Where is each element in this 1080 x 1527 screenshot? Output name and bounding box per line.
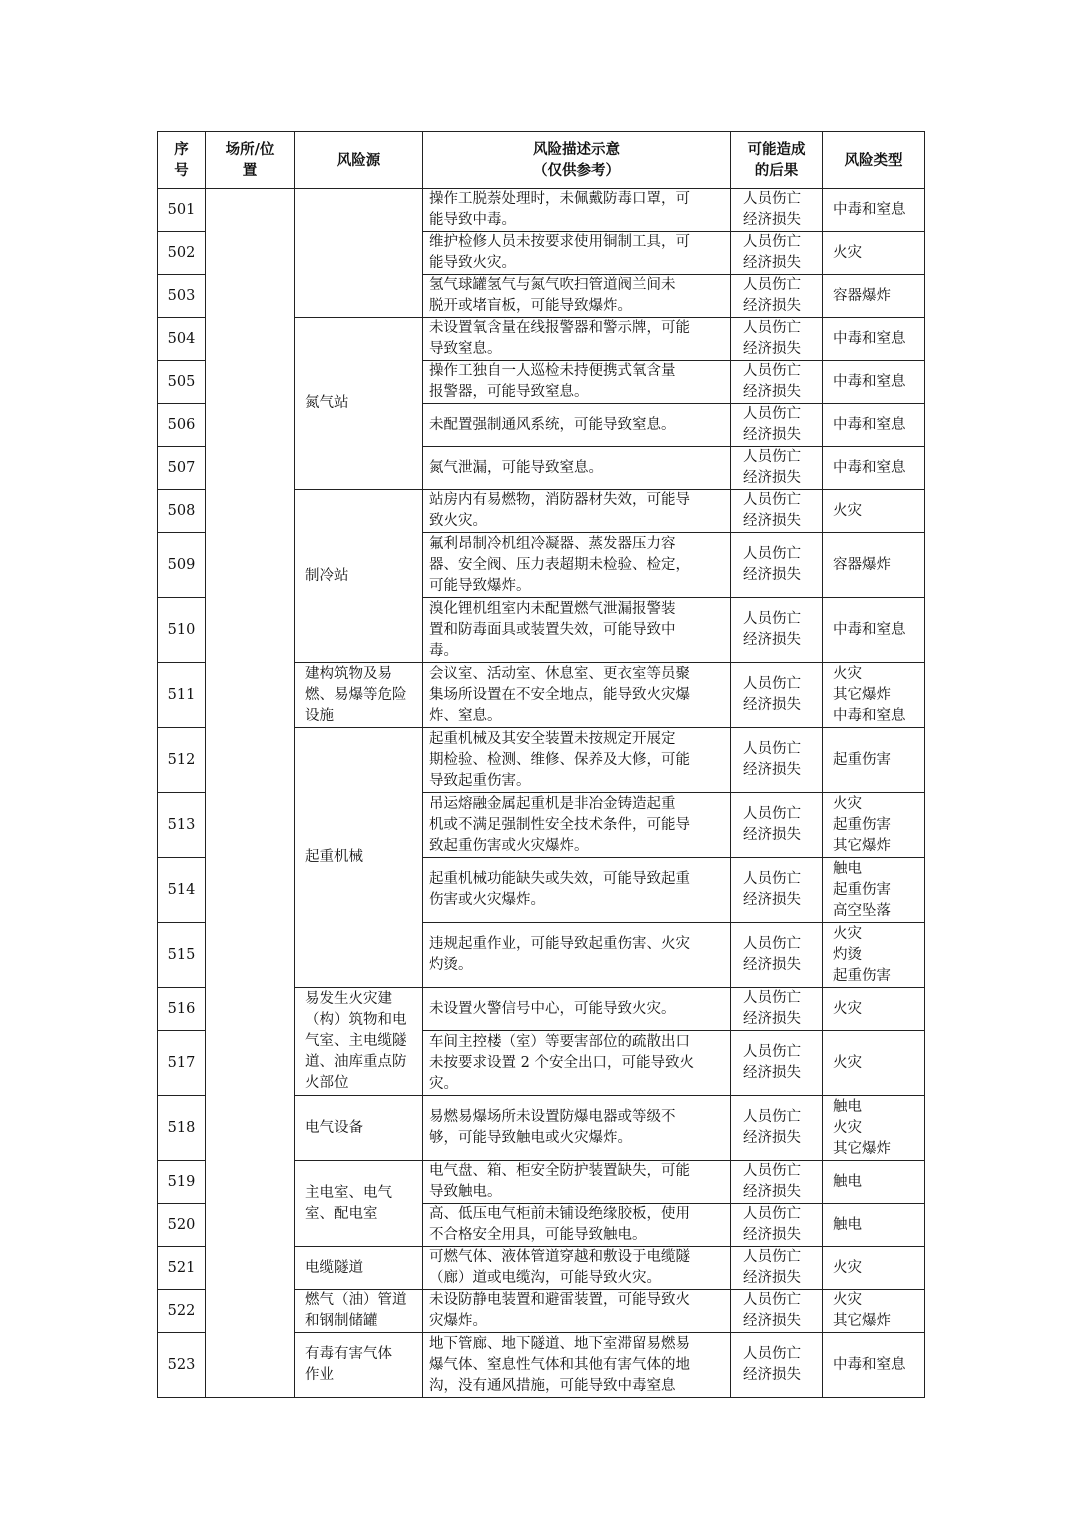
- cell-line: 操作工脱萘处理时，未佩戴防毒口罩，可: [429, 191, 690, 207]
- cell-line: 爆气体、窒息性气体和其他有害气体的地: [429, 1356, 690, 1373]
- consequence-cell: [731, 1161, 823, 1204]
- cell-line: 站房内有易燃物，消防器材失效，可能导: [429, 492, 690, 508]
- cell-line: 人员伤亡: [743, 611, 801, 627]
- consequence-cell: [731, 728, 823, 793]
- cell-line: 火灾: [833, 1000, 862, 1017]
- risk-source-cell: [295, 1290, 423, 1333]
- cell-line: 人员伤亡: [743, 1249, 801, 1265]
- risk-table-sheet: [157, 131, 924, 1398]
- cell-line: 中毒和窒息: [833, 201, 906, 218]
- header-location: 场所/位 置: [206, 132, 295, 189]
- table-body: [158, 189, 925, 1398]
- cell-line: 未设防静电装置和避雷装置，可能导致火: [429, 1292, 690, 1308]
- risk-type-cell: [823, 728, 925, 793]
- cell-line: 氮气站: [305, 395, 349, 411]
- cell-line: 人员伤亡: [743, 363, 801, 379]
- risk-table: [157, 131, 925, 1398]
- risk-source-cell: [295, 490, 423, 663]
- risk-description-cell: [423, 923, 731, 988]
- cell-line: 人员伤亡: [743, 320, 801, 336]
- cell-line: 毒。: [429, 642, 458, 659]
- cell-line: 电气设备: [305, 1119, 363, 1136]
- risk-description-cell: [423, 728, 731, 793]
- cell-line: 维护检修人员未按要求使用铜制工具，可: [429, 234, 690, 250]
- cell-line: 易燃易爆场所未设置防爆电器或等级不: [429, 1109, 676, 1125]
- risk-description-cell: [423, 663, 731, 728]
- cell-line: 作业: [305, 1367, 334, 1383]
- cell-line: 设施: [305, 707, 334, 724]
- risk-description-cell: [423, 1204, 731, 1247]
- cell-line: 人员伤亡: [743, 676, 801, 692]
- risk-type-cell: [823, 1204, 925, 1247]
- risk-description-cell: [423, 988, 731, 1031]
- cell-line: 经济损失: [743, 427, 801, 443]
- consequence-cell: [731, 318, 823, 361]
- cell-line: 经济损失: [743, 697, 801, 713]
- cell-line: 中毒和窒息: [833, 1356, 906, 1373]
- cell-line: 燃气（油）管道: [305, 1292, 407, 1308]
- cell-line: 人员伤亡: [743, 1206, 801, 1222]
- header-risk-type: 风险类型: [823, 132, 925, 189]
- cell-line: 灼烫: [833, 946, 862, 963]
- cell-line: 经济损失: [743, 892, 801, 908]
- cell-line: 火灾: [833, 925, 862, 942]
- row-seq: 512: [158, 728, 206, 793]
- cell-line: 火灾: [833, 1292, 862, 1308]
- risk-description-cell: [423, 1333, 731, 1398]
- cell-line: （廊）道或电缆沟，可能导致火灾。: [429, 1270, 661, 1286]
- cell-line: 人员伤亡: [743, 1163, 801, 1179]
- header-description: 风险描述示意 （仅供参考）: [423, 132, 731, 189]
- cell-line: 人员伤亡: [743, 277, 801, 293]
- risk-description-cell: [423, 1290, 731, 1333]
- cell-line: 经济损失: [743, 298, 801, 314]
- cell-line: 未设置火警信号中心，可能导致火灾。: [429, 1000, 676, 1017]
- header-consequence: 可能造成 的后果: [731, 132, 823, 189]
- cell-line: 触电: [833, 860, 862, 877]
- location-cell: [206, 189, 295, 1398]
- cell-line: 经济损失: [743, 341, 801, 357]
- cell-line: 容器爆炸: [833, 556, 891, 573]
- risk-description-cell: [423, 858, 731, 923]
- cell-line: 灾。: [429, 1075, 458, 1092]
- cell-line: 经济损失: [743, 1184, 801, 1200]
- cell-line: 建构筑物及易: [305, 665, 392, 682]
- cell-line: 经济损失: [743, 567, 801, 583]
- row-seq: 502: [158, 232, 206, 275]
- risk-type-cell: [823, 988, 925, 1031]
- cell-line: 火灾: [833, 1054, 862, 1071]
- risk-type-cell: [823, 1161, 925, 1204]
- risk-type-cell: [823, 1031, 925, 1096]
- risk-type-cell: [823, 793, 925, 858]
- cell-line: 起重伤害: [833, 816, 891, 833]
- cell-line: 人员伤亡: [743, 1044, 801, 1060]
- cell-line: 其它爆炸: [833, 686, 891, 703]
- cell-line: 道、油库重点防: [305, 1054, 407, 1070]
- cell-line: 氮气泄漏，可能导致窒息。: [429, 459, 603, 476]
- cell-line: 溴化锂机组室内未配置燃气泄漏报警装: [429, 600, 676, 617]
- cell-line: 地下管廊、地下隧道、地下室滞留易燃易: [429, 1335, 690, 1352]
- risk-description-cell: [423, 533, 731, 598]
- cell-line: 人员伤亡: [743, 492, 801, 508]
- cell-line: 室、配电室: [305, 1205, 378, 1222]
- consequence-cell: [731, 858, 823, 923]
- cell-line: 可燃气体、液体管道穿越和敷设于电缆隧: [429, 1249, 690, 1265]
- cell-line: 氟利昂制冷机组冷凝器、蒸发器压力容: [429, 535, 676, 552]
- cell-line: 有毒有害气体: [305, 1346, 392, 1362]
- consequence-cell: [731, 404, 823, 447]
- risk-type-cell: [823, 598, 925, 663]
- risk-type-cell: [823, 858, 925, 923]
- risk-type-cell: [823, 189, 925, 232]
- cell-line: 集场所设置在不安全地点，能导致火灾爆: [429, 686, 690, 703]
- cell-line: 燃、易爆等危险: [305, 686, 407, 703]
- risk-type-cell: [823, 663, 925, 728]
- cell-line: 未配置强制通风系统，可能导致窒息。: [429, 416, 676, 433]
- risk-description-cell: [423, 232, 731, 275]
- cell-line: 期检验、检测、维修、保养及大修，可能: [429, 751, 690, 768]
- cell-line: 不合格安全用具，可能导致触电。: [429, 1227, 647, 1243]
- risk-type-cell: [823, 923, 925, 988]
- risk-description-cell: [423, 447, 731, 490]
- risk-description-cell: [423, 1247, 731, 1290]
- cell-line: 经济损失: [743, 1011, 801, 1027]
- cell-line: 电气盘、箱、柜安全防护装置缺失，可能: [429, 1163, 690, 1179]
- cell-line: 人员伤亡: [743, 546, 801, 562]
- risk-description-cell: [423, 189, 731, 232]
- cell-line: 经济损失: [743, 1313, 801, 1329]
- cell-line: 经济损失: [743, 1065, 801, 1081]
- cell-line: 火灾: [833, 795, 862, 812]
- risk-source-cell: [295, 1096, 423, 1161]
- risk-description-cell: [423, 404, 731, 447]
- cell-line: 未按要求设置 2 个安全出口，可能导致火: [429, 1054, 694, 1071]
- risk-source-cell: [295, 728, 423, 988]
- consequence-cell: [731, 189, 823, 232]
- risk-description-cell: [423, 598, 731, 663]
- row-seq: 523: [158, 1333, 206, 1398]
- cell-line: 车间主控楼（室）等要害部位的疏散出口: [429, 1033, 690, 1050]
- risk-source-cell: [295, 988, 423, 1096]
- cell-line: 人员伤亡: [743, 806, 801, 822]
- cell-line: 经济损失: [743, 513, 801, 529]
- risk-source-cell: [295, 1333, 423, 1398]
- consequence-cell: [731, 232, 823, 275]
- row-seq: 515: [158, 923, 206, 988]
- cell-line: 脱开或堵盲板，可能导致爆炸。: [429, 298, 632, 314]
- cell-line: 人员伤亡: [743, 1109, 801, 1125]
- row-seq: 503: [158, 275, 206, 318]
- cell-line: 经济损失: [743, 1270, 801, 1286]
- consequence-cell: [731, 275, 823, 318]
- row-seq: 507: [158, 447, 206, 490]
- risk-description-cell: [423, 361, 731, 404]
- cell-line: 人员伤亡: [743, 234, 801, 250]
- cell-line: 起重机械及其安全装置未按规定开展定: [429, 730, 676, 747]
- risk-description-cell: [423, 1096, 731, 1161]
- risk-description-cell: [423, 318, 731, 361]
- risk-source-cell: [295, 318, 423, 490]
- cell-line: 经济损失: [743, 212, 801, 228]
- consequence-cell: [731, 490, 823, 533]
- cell-line: 人员伤亡: [743, 449, 801, 465]
- cell-line: 灼烫。: [429, 957, 473, 973]
- cell-line: 经济损失: [743, 762, 801, 778]
- cell-line: 火灾: [833, 1119, 862, 1136]
- cell-line: 人员伤亡: [743, 990, 801, 1006]
- cell-line: 触电: [833, 1098, 862, 1115]
- cell-line: 起重伤害: [833, 751, 891, 768]
- risk-type-cell: [823, 1096, 925, 1161]
- cell-line: 高空坠落: [833, 902, 891, 919]
- cell-line: 火灾: [833, 502, 862, 519]
- risk-type-cell: [823, 361, 925, 404]
- consequence-cell: [731, 598, 823, 663]
- cell-line: 容器爆炸: [833, 287, 891, 304]
- cell-line: 其它爆炸: [833, 1313, 891, 1329]
- consequence-cell: [731, 988, 823, 1031]
- cell-line: 易发生火灾建: [305, 991, 392, 1007]
- row-seq: 501: [158, 189, 206, 232]
- cell-line: 火部位: [305, 1075, 349, 1091]
- row-seq: 505: [158, 361, 206, 404]
- table-row: [158, 189, 925, 232]
- consequence-cell: [731, 447, 823, 490]
- risk-type-cell: [823, 447, 925, 490]
- cell-line: 灾爆炸。: [429, 1313, 487, 1329]
- cell-line: 能导致火灾。: [429, 255, 516, 271]
- row-seq: 522: [158, 1290, 206, 1333]
- table-header-row: [158, 132, 925, 189]
- row-seq: 517: [158, 1031, 206, 1096]
- cell-line: 报警器，可能导致窒息。: [429, 384, 589, 400]
- risk-description-cell: [423, 490, 731, 533]
- row-seq: 504: [158, 318, 206, 361]
- cell-line: 经济损失: [743, 957, 801, 973]
- cell-line: 经济损失: [743, 1130, 801, 1146]
- consequence-cell: [731, 533, 823, 598]
- row-seq: 510: [158, 598, 206, 663]
- cell-line: 高、低压电气柜前未铺设绝缘胶板，使用: [429, 1206, 690, 1222]
- cell-line: 中毒和窒息: [833, 621, 906, 638]
- risk-description-cell: [423, 1161, 731, 1204]
- consequence-cell: [731, 1290, 823, 1333]
- risk-type-cell: [823, 533, 925, 598]
- cell-line: 机或不满足强制性安全技术条件，可能导: [429, 816, 690, 833]
- risk-type-cell: [823, 1290, 925, 1333]
- risk-type-cell: [823, 404, 925, 447]
- risk-type-cell: [823, 1247, 925, 1290]
- row-seq: 506: [158, 404, 206, 447]
- consequence-cell: [731, 1031, 823, 1096]
- cell-line: 起重伤害: [833, 967, 891, 984]
- risk-type-cell: [823, 490, 925, 533]
- cell-line: 其它爆炸: [833, 1140, 891, 1157]
- cell-line: 中毒和窒息: [833, 373, 906, 390]
- header-seq: 序 号: [158, 132, 206, 189]
- cell-line: 人员伤亡: [743, 1346, 801, 1362]
- consequence-cell: [731, 361, 823, 404]
- risk-type-cell: [823, 318, 925, 361]
- cell-line: 导致触电。: [429, 1184, 502, 1200]
- cell-line: 火灾: [833, 1259, 862, 1276]
- risk-source-cell: [295, 663, 423, 728]
- row-seq: 513: [158, 793, 206, 858]
- cell-line: 经济损失: [743, 632, 801, 648]
- cell-line: 人员伤亡: [743, 871, 801, 887]
- cell-line: 其它爆炸: [833, 837, 891, 854]
- cell-line: 起重伤害: [833, 881, 891, 898]
- cell-line: 火灾: [833, 244, 862, 261]
- cell-line: 经济损失: [743, 1227, 801, 1243]
- cell-line: 人员伤亡: [743, 741, 801, 757]
- cell-line: 中毒和窒息: [833, 459, 906, 476]
- cell-line: 吊运熔融金属起重机是非冶金铸造起重: [429, 795, 676, 812]
- cell-line: 和钢制储罐: [305, 1313, 378, 1329]
- row-seq: 516: [158, 988, 206, 1031]
- cell-line: 触电: [833, 1216, 862, 1233]
- consequence-cell: [731, 663, 823, 728]
- cell-line: 致火灾。: [429, 513, 487, 529]
- consequence-cell: [731, 793, 823, 858]
- cell-line: 人员伤亡: [743, 191, 801, 207]
- cell-line: 中毒和窒息: [833, 330, 906, 347]
- cell-line: 经济损失: [743, 470, 801, 486]
- cell-line: 炸、窒息。: [429, 707, 502, 724]
- row-seq: 519: [158, 1161, 206, 1204]
- row-seq: 514: [158, 858, 206, 923]
- cell-line: 经济损失: [743, 255, 801, 271]
- cell-line: 伤害或火灾爆炸。: [429, 892, 545, 908]
- cell-line: 经济损失: [743, 827, 801, 843]
- consequence-cell: [731, 923, 823, 988]
- cell-line: 够，可能导致触电或火灾爆炸。: [429, 1130, 632, 1146]
- cell-line: 能导致中毒。: [429, 212, 516, 228]
- cell-line: （构）筑物和电: [305, 1012, 407, 1028]
- cell-line: 置和防毒面具或装置失效，可能导致中: [429, 621, 676, 638]
- cell-line: 导致窒息。: [429, 341, 502, 357]
- row-seq: 511: [158, 663, 206, 728]
- cell-line: 中毒和窒息: [833, 416, 906, 433]
- cell-line: 火灾: [833, 665, 862, 682]
- row-seq: 518: [158, 1096, 206, 1161]
- cell-line: 触电: [833, 1173, 862, 1190]
- cell-line: 制冷站: [305, 567, 349, 584]
- risk-source-cell: [295, 1161, 423, 1247]
- cell-line: 经济损失: [743, 1367, 801, 1383]
- cell-line: 电缆隧道: [305, 1259, 363, 1276]
- risk-source-cell: [295, 1247, 423, 1290]
- cell-line: 可能导致爆炸。: [429, 577, 531, 594]
- consequence-cell: [731, 1096, 823, 1161]
- row-seq: 509: [158, 533, 206, 598]
- consequence-cell: [731, 1204, 823, 1247]
- cell-line: 人员伤亡: [743, 1292, 801, 1308]
- consequence-cell: [731, 1333, 823, 1398]
- consequence-cell: [731, 1247, 823, 1290]
- cell-line: 中毒和窒息: [833, 707, 906, 724]
- risk-description-cell: [423, 793, 731, 858]
- cell-line: 致起重伤害或火灾爆炸。: [429, 837, 589, 854]
- risk-type-cell: [823, 1333, 925, 1398]
- risk-description-cell: [423, 1031, 731, 1096]
- risk-type-cell: [823, 275, 925, 318]
- cell-line: 人员伤亡: [743, 406, 801, 422]
- row-seq: 508: [158, 490, 206, 533]
- cell-line: 气室、主电缆隧: [305, 1033, 407, 1049]
- row-seq: 520: [158, 1204, 206, 1247]
- cell-line: 经济损失: [743, 384, 801, 400]
- cell-line: 未设置氧含量在线报警器和警示牌，可能: [429, 320, 690, 336]
- risk-description-cell: [423, 275, 731, 318]
- cell-line: 起重机械: [305, 849, 363, 865]
- cell-line: 操作工独自一人巡检未持便携式氧含量: [429, 363, 676, 379]
- cell-line: 沟，没有通风措施，可能导致中毒窒息: [429, 1377, 676, 1394]
- cell-line: 起重机械功能缺失或失效，可能导致起重: [429, 871, 690, 887]
- row-seq: 521: [158, 1247, 206, 1290]
- cell-line: 会议室、活动室、休息室、更衣室等员聚: [429, 665, 690, 682]
- cell-line: 人员伤亡: [743, 936, 801, 952]
- header-source: 风险源: [295, 132, 423, 189]
- cell-line: 导致起重伤害。: [429, 772, 531, 789]
- risk-source-cell: [295, 189, 423, 318]
- cell-line: 氢气球罐氢气与氮气吹扫管道阀兰间未: [429, 277, 676, 293]
- cell-line: 器、安全阀、压力表超期未检验、检定，: [429, 556, 690, 573]
- cell-line: 违规起重作业，可能导致起重伤害、火灾: [429, 936, 690, 952]
- cell-line: 主电室、电气: [305, 1184, 392, 1201]
- risk-type-cell: [823, 232, 925, 275]
